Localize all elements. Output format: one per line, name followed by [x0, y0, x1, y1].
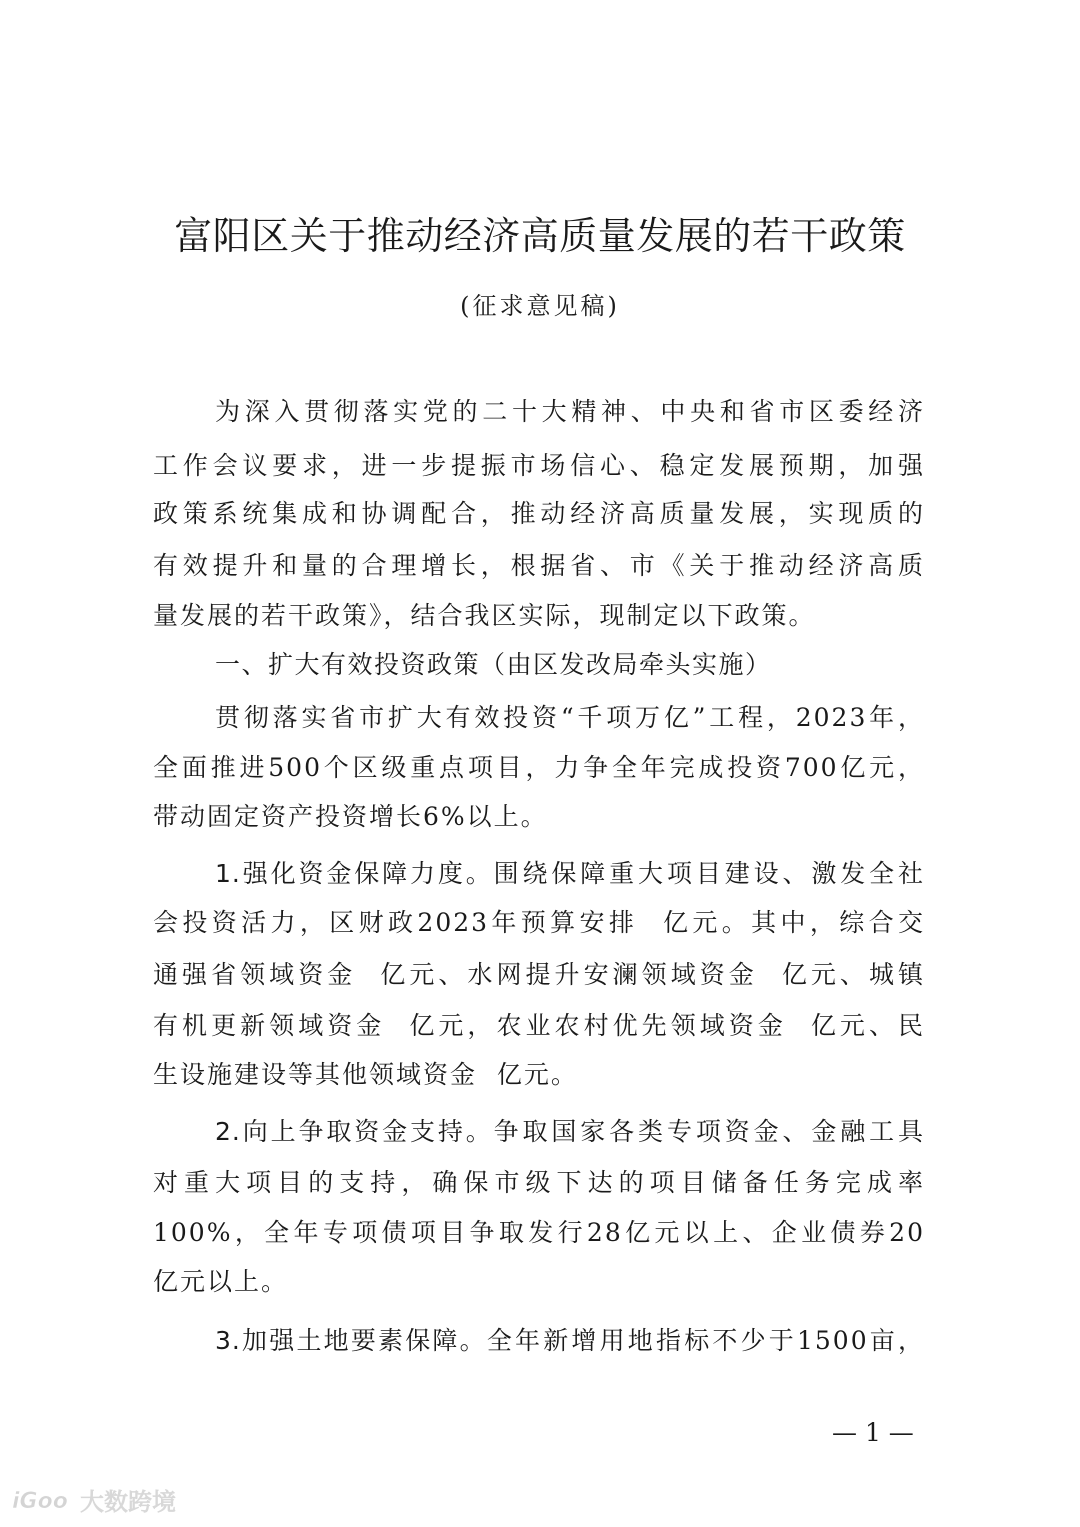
intro-line-5: 量发展的若干政策》，结合我区实际，现制定以下政策。: [153, 601, 816, 630]
item1-first-rest: 围绕保障重大项目建设、激发全社: [493, 859, 925, 888]
item3-keyword: 3.加强土地要素保障。: [215, 1326, 487, 1355]
item2-line-3: 100%，全年专项债项目争取发行28亿元以上、企业债券20: [153, 1218, 925, 1247]
page-number: — 1 —: [832, 1418, 914, 1447]
item2-keyword: 2.向上争取资金支持。: [215, 1117, 494, 1146]
item1-line-3: 通强省领域资金 亿元、水网提升安澜领域资金 亿元、城镇: [153, 960, 925, 989]
document-title: 富阳区关于推动经济高质量发展的若干政策: [174, 214, 906, 258]
intro-line-4: 有效提升和量的合理增长，根据省、市《关于推动经济高质: [153, 551, 925, 580]
section-line-2: 全面推进500个区级重点项目，力争全年完成投资700亿元，: [153, 753, 925, 782]
item3-first-rest: 全年新增用地指标不少于1500亩，: [486, 1326, 926, 1355]
intro-line-3: 政策系统集成和协调配合，推动经济高质量发展，实现质的: [153, 499, 925, 528]
watermark-text: 大数跨境: [80, 1488, 176, 1516]
watermark: [10, 1482, 176, 1517]
section-line-3: 带动固定资产投资增长6%以上。: [153, 802, 548, 831]
item2-line-4: 亿元以上。: [153, 1267, 289, 1296]
item2-first-line: [215, 1112, 925, 1152]
item1-first-line: [215, 854, 925, 894]
watermark-logo-icon: [10, 1486, 74, 1514]
item2-line-2: 对重大项目的支持，确保市级下达的项目储备任务完成率: [153, 1168, 925, 1197]
intro-line-1: 为深入贯彻落实党的二十大精神、中央和省市区委经济: [215, 397, 925, 426]
intro-line-2: 工作会议要求，进一步提振市场信心、稳定发展预期，加强: [153, 451, 925, 480]
document-subtitle: (征求意见稿): [460, 292, 620, 320]
item2-first-rest: 争取国家各类专项资金、金融工具: [493, 1117, 925, 1146]
watermark-logo-text: iGoo: [12, 1488, 68, 1514]
item1-keyword: 1.强化资金保障力度。: [215, 859, 494, 888]
section-line-1: 贯彻落实省市扩大有效投资“千项万亿”工程，2023年，: [215, 703, 925, 732]
item3-first-line: [215, 1321, 925, 1361]
item1-line-2: 会投资活力，区财政2023年预算安排 亿元。其中，综合交: [153, 908, 925, 937]
section-heading: 一、扩大有效投资政策（由区发改局牵头实施）: [215, 650, 772, 679]
item1-line-5: 生设施建设等其他领域资金 亿元。: [153, 1060, 578, 1089]
item1-line-4: 有机更新领域资金 亿元，农业农村优先领域资金 亿元、民: [153, 1011, 925, 1040]
